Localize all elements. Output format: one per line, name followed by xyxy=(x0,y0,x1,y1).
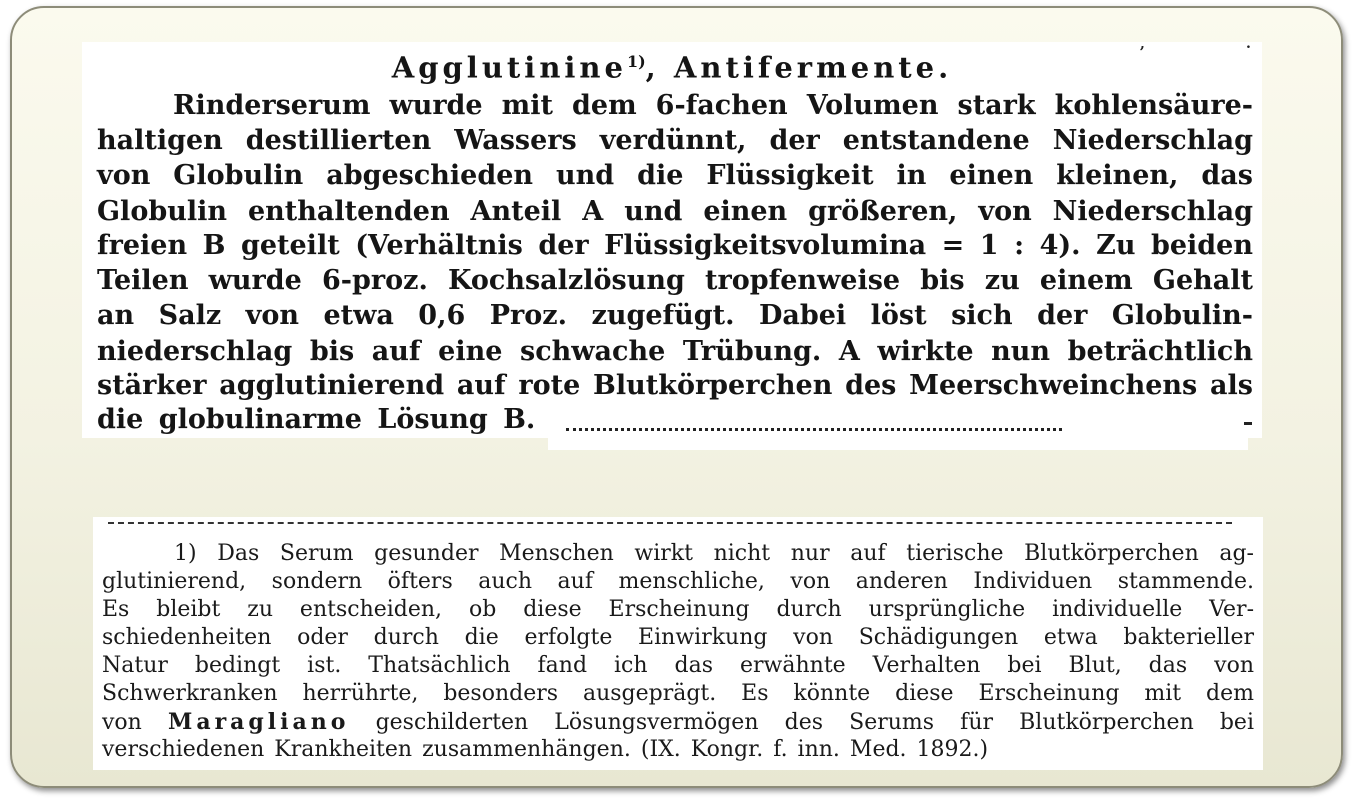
body-line: stärker agglutinierend auf rote Blutkörperchen des Meerschweinchens als xyxy=(97,370,1253,401)
body-line: Teilen wurde 6-proz. Kochsalzlösung tropfenweise bis zu einem Gehalt xyxy=(97,265,1253,296)
main-text-scan-tail xyxy=(548,436,1248,450)
footnote-line: 1) Das Serum gesunder Menschen wirkt nicht nur auf tierische Blutkörperchen ag- xyxy=(174,541,1254,566)
author-name: Maragliano xyxy=(167,709,350,735)
body-line: Rinderserum wurde mit dem 6-fachen Volumen stark kohlensäure- xyxy=(173,90,1253,121)
body-line: Globulin enthaltenden Anteil A und einen größeren, von Niederschlag xyxy=(97,196,1253,227)
footnote-line-rest: geschilderten Lösungsvermögen des Serums für Blutkörperchen bei xyxy=(375,710,1254,735)
footnote-line: Es bleibt zu entscheiden, ob diese Erscheinung durch ursprüngliche individuelle Ver- xyxy=(102,597,1254,622)
dotted-leader xyxy=(566,428,1062,431)
scan-artifact: . xyxy=(1246,36,1251,52)
footnote-line: Schwerkranken herrührte, besonders ausgeprägt. Es könnte diese Erscheinung mit dem xyxy=(102,681,1254,706)
footnote-line: Natur bedingt ist. Thatsächlich fand ich das erwähnte Verhalten bei Blut, das von xyxy=(102,653,1254,678)
body-line: von Globulin abgeschieden und die Flüssigkeit in einen kleinen, das xyxy=(97,160,1253,191)
footnote-line: schiedenheiten oder durch die erfolgte Einwirkung von Schädigungen etwa bakterieller xyxy=(102,625,1254,650)
body-line: haltigen destillierten Wassers verdünnt, der entstandene Niederschlag xyxy=(97,125,1253,156)
body-line: an Salz von etwa 0,6 Proz. zugefügt. Dabei löst sich der Globulin- xyxy=(97,300,1253,331)
line-end-dash xyxy=(1244,422,1252,425)
heading-text-cont: , Antifermente. xyxy=(645,50,953,85)
section-heading xyxy=(82,44,1262,86)
body-last-line: die globulinarme Lösung B. xyxy=(97,404,536,435)
scan-artifact: , xyxy=(1140,36,1145,52)
body-line: freien B geteilt (Verhältnis der Flüssigkeitsvolumina = 1 : 4). Zu beiden xyxy=(97,230,1253,261)
body-line: niederschlag bis auf eine schwache Trübung. A wirkte nun beträchtlich xyxy=(97,336,1253,367)
footnote-reference: 1) xyxy=(626,52,646,71)
heading-text: Agglutinine xyxy=(391,50,627,85)
footnote-separator xyxy=(108,522,1232,524)
footnote-line-start: von xyxy=(102,710,142,735)
footnote-line xyxy=(102,708,1254,736)
footnote-last-line: verschiedenen Krankheiten zusammenhängen. (IX. Kongr. f. inn. Med. 1892.) xyxy=(102,737,989,762)
footnote-line: glutinierend, sondern öfters auch auf menschliche, von anderen Individuen stammende. xyxy=(102,569,1254,594)
